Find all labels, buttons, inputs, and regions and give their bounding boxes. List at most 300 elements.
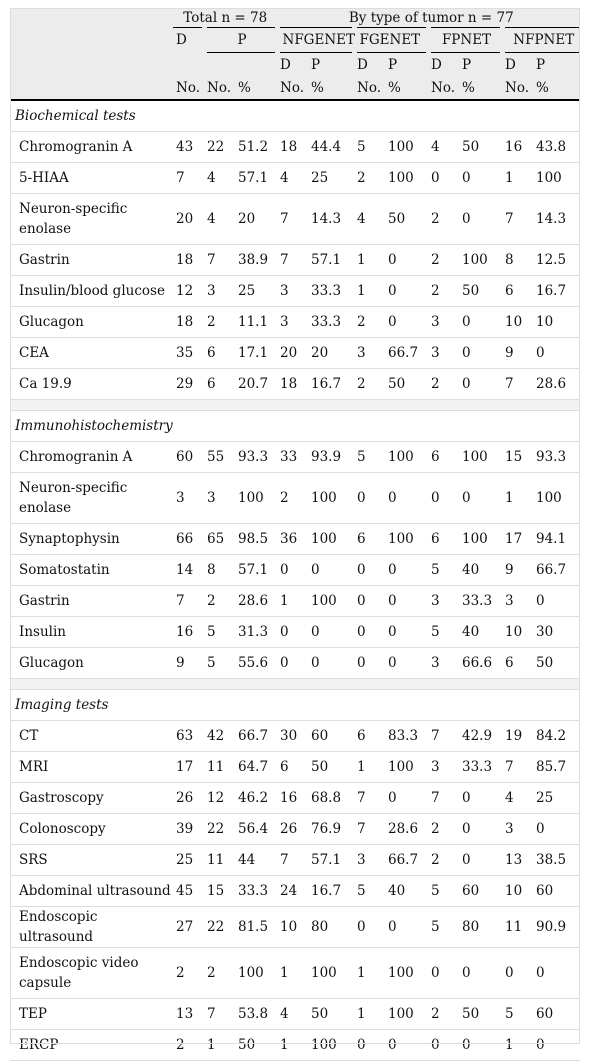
table-cell: 31.3 xyxy=(235,617,277,648)
table-cell: 0 xyxy=(354,648,385,679)
row-label: MRI xyxy=(10,752,173,783)
table-cell: 2 xyxy=(204,948,235,999)
table-cell: 20 xyxy=(173,194,204,245)
table-cell: 0 xyxy=(385,1030,428,1061)
sub-header: P xyxy=(308,53,354,77)
table-cell: 0 xyxy=(459,1030,502,1061)
table-cell: 38.9 xyxy=(235,245,277,276)
table-cell: 100 xyxy=(533,473,580,524)
table-cell: 16.7 xyxy=(308,876,354,907)
table-cell: 7 xyxy=(277,845,308,876)
table-cell: 3 xyxy=(502,814,533,845)
table-cell: 2 xyxy=(354,369,385,400)
table-cell: 4 xyxy=(277,163,308,194)
table-cell: 2 xyxy=(354,163,385,194)
table-cell: 3 xyxy=(354,338,385,369)
table-cell: 7 xyxy=(502,194,533,245)
table-cell: 0 xyxy=(385,245,428,276)
table-cell: 40 xyxy=(459,617,502,648)
table-cell: 3 xyxy=(428,307,459,338)
table-cell: 3 xyxy=(354,845,385,876)
table-cell: 10 xyxy=(502,876,533,907)
header-by-type: By type of tumor n = 77 xyxy=(277,8,580,28)
table-cell: 2 xyxy=(277,473,308,524)
table-row xyxy=(10,586,580,617)
table-cell: 4 xyxy=(502,783,533,814)
table-cell: 2 xyxy=(354,307,385,338)
row-label: Synaptophysin xyxy=(10,524,173,555)
table-cell: 0 xyxy=(385,617,428,648)
table-cell: 6 xyxy=(204,369,235,400)
table-cell: 3 xyxy=(277,276,308,307)
table-cell: 11.1 xyxy=(235,307,277,338)
table-cell: 55.6 xyxy=(235,648,277,679)
row-label: Abdominal ultrasound xyxy=(10,876,173,907)
table-cell: 6 xyxy=(428,442,459,473)
header-blank-2 xyxy=(173,53,204,77)
table-cell: 100 xyxy=(235,473,277,524)
section-title: Imaging tests xyxy=(10,690,580,721)
table-cell: 1 xyxy=(502,163,533,194)
table-cell: 50 xyxy=(308,999,354,1030)
header-group-nfgenet: NFGENET xyxy=(277,28,354,53)
table-cell: 38.5 xyxy=(533,845,580,876)
header-blank-4 xyxy=(235,53,277,77)
table-cell: 39 xyxy=(173,814,204,845)
table-cell: 4 xyxy=(277,999,308,1030)
table-cell: 100 xyxy=(385,442,428,473)
table-cell: 0 xyxy=(459,369,502,400)
table-cell: 57.1 xyxy=(308,845,354,876)
table-cell: 7 xyxy=(354,783,385,814)
table-cell: 100 xyxy=(385,948,428,999)
table-cell: 57.1 xyxy=(308,245,354,276)
row-label: Neuron-specific enolase xyxy=(10,194,173,245)
table-cell: 0 xyxy=(428,473,459,524)
section-title: Immunohistochemistry xyxy=(10,411,580,442)
table-cell: 50 xyxy=(459,276,502,307)
table-cell: 93.3 xyxy=(235,442,277,473)
table-cell: 2 xyxy=(204,586,235,617)
table-row xyxy=(10,876,580,907)
table-row xyxy=(10,814,580,845)
table-cell: 0 xyxy=(354,473,385,524)
unit-header: No. xyxy=(428,76,459,100)
table-cell: 0 xyxy=(385,555,428,586)
row-label: Insulin xyxy=(10,617,173,648)
header-empty xyxy=(10,28,173,53)
table-cell: 5 xyxy=(428,617,459,648)
table-cell: 22 xyxy=(204,814,235,845)
table-cell: 0 xyxy=(533,948,580,999)
row-label: Colonoscopy xyxy=(10,814,173,845)
table-cell: 6 xyxy=(502,648,533,679)
table-cell: 24 xyxy=(277,876,308,907)
table-cell: 64.7 xyxy=(235,752,277,783)
table-cell: 0 xyxy=(459,194,502,245)
table-cell: 25 xyxy=(235,276,277,307)
table-cell: 10 xyxy=(502,307,533,338)
table-cell: 14.3 xyxy=(308,194,354,245)
table-cell: 14.3 xyxy=(533,194,580,245)
table-cell: 50 xyxy=(459,999,502,1030)
table-cell: 5 xyxy=(354,132,385,163)
table-cell: 30 xyxy=(533,617,580,648)
table-cell: 90.9 xyxy=(533,907,580,948)
table-cell: 17.1 xyxy=(235,338,277,369)
table-cell: 0 xyxy=(385,307,428,338)
table-cell: 33.3 xyxy=(459,752,502,783)
table-cell: 20 xyxy=(308,338,354,369)
table-cell: 44 xyxy=(235,845,277,876)
table-row xyxy=(10,907,580,948)
table-cell: 100 xyxy=(235,948,277,999)
section-header xyxy=(10,411,580,442)
table-cell: 53.8 xyxy=(235,999,277,1030)
table-cell: 2 xyxy=(204,307,235,338)
table-cell: 33.3 xyxy=(308,307,354,338)
table-cell: 100 xyxy=(308,1030,354,1061)
table-cell: 10 xyxy=(533,307,580,338)
header-blank-1 xyxy=(10,53,173,77)
row-label: Glucagon xyxy=(10,307,173,338)
table-cell: 100 xyxy=(308,586,354,617)
unit-header: No. xyxy=(502,76,533,100)
table-cell: 42.9 xyxy=(459,721,502,752)
table-cell: 8 xyxy=(502,245,533,276)
table-cell: 0 xyxy=(385,473,428,524)
table-cell: 2 xyxy=(428,245,459,276)
table-cell: 4 xyxy=(354,194,385,245)
table-cell: 25 xyxy=(308,163,354,194)
table-cell: 1 xyxy=(354,999,385,1030)
table-cell: 22 xyxy=(204,132,235,163)
table-cell: 16 xyxy=(173,617,204,648)
table-cell: 46.2 xyxy=(235,783,277,814)
table-cell: 1 xyxy=(354,752,385,783)
table-row xyxy=(10,245,580,276)
table-cell: 15 xyxy=(204,876,235,907)
table-cell: 3 xyxy=(204,276,235,307)
table-cell: 100 xyxy=(459,245,502,276)
table-row xyxy=(10,307,580,338)
table-cell: 26 xyxy=(173,783,204,814)
row-label: Ca 19.9 xyxy=(10,369,173,400)
row-label: Neuron-specific enolase xyxy=(10,473,173,524)
unit-header: No. xyxy=(354,76,385,100)
table-cell: 7 xyxy=(204,245,235,276)
table-cell: 5 xyxy=(204,648,235,679)
unit-header: No. xyxy=(277,76,308,100)
table-cell: 0 xyxy=(459,338,502,369)
table-cell: 2 xyxy=(428,276,459,307)
table-row xyxy=(10,163,580,194)
unit-header: % xyxy=(533,76,580,100)
table-cell: 1 xyxy=(354,245,385,276)
table-cell: 100 xyxy=(385,163,428,194)
unit-header: No. xyxy=(204,76,235,100)
table-cell: 16 xyxy=(502,132,533,163)
table-cell: 0 xyxy=(385,648,428,679)
section-spacer xyxy=(10,400,580,411)
table-cell: 11 xyxy=(204,845,235,876)
table-cell: 0 xyxy=(459,473,502,524)
table-cell: 9 xyxy=(502,555,533,586)
table-cell: 57.1 xyxy=(235,555,277,586)
table-cell: 20 xyxy=(277,338,308,369)
table-cell: 5 xyxy=(428,555,459,586)
row-label: Gastrin xyxy=(10,245,173,276)
table-cell: 2 xyxy=(428,194,459,245)
table-cell: 3 xyxy=(277,307,308,338)
table-cell: 3 xyxy=(428,586,459,617)
table-cell: 28.6 xyxy=(533,369,580,400)
table-cell: 29 xyxy=(173,369,204,400)
table-cell: 7 xyxy=(502,369,533,400)
sub-header: P xyxy=(385,53,428,77)
table-cell: 18 xyxy=(277,132,308,163)
row-label: Gastroscopy xyxy=(10,783,173,814)
row-label: Gastrin xyxy=(10,586,173,617)
table-cell: 76.9 xyxy=(308,814,354,845)
table-cell: 0 xyxy=(459,307,502,338)
table-cell: 18 xyxy=(277,369,308,400)
row-label: Insulin/blood glucose xyxy=(10,276,173,307)
row-label: Chromogranin A xyxy=(10,442,173,473)
table-cell: 3 xyxy=(204,473,235,524)
table-cell: 12 xyxy=(173,276,204,307)
row-label: Somatostatin xyxy=(10,555,173,586)
table-cell: 12.5 xyxy=(533,245,580,276)
row-label: Endoscopic video capsule xyxy=(10,948,173,999)
table-row xyxy=(10,783,580,814)
table-cell: 1 xyxy=(354,948,385,999)
table-row xyxy=(10,648,580,679)
table-cell: 3 xyxy=(428,752,459,783)
header-group-fpnet: FPNET xyxy=(428,28,502,53)
table-cell: 40 xyxy=(459,555,502,586)
table-cell: 85.7 xyxy=(533,752,580,783)
header-total: Total n = 78 xyxy=(173,8,277,28)
table-cell: 81.5 xyxy=(235,907,277,948)
table-cell: 6 xyxy=(277,752,308,783)
table-cell: 1 xyxy=(204,1030,235,1061)
table-cell: 66.7 xyxy=(235,721,277,752)
table-cell: 10 xyxy=(502,617,533,648)
table-cell: 3 xyxy=(428,338,459,369)
table-cell: 5 xyxy=(428,876,459,907)
row-label: TEP xyxy=(10,999,173,1030)
table-cell: 0 xyxy=(385,586,428,617)
table-cell: 0 xyxy=(533,338,580,369)
table-row xyxy=(10,338,580,369)
table-cell: 6 xyxy=(354,721,385,752)
table-cell: 28.6 xyxy=(385,814,428,845)
table-cell: 0 xyxy=(459,814,502,845)
table-cell: 6 xyxy=(502,276,533,307)
header-p: P xyxy=(204,28,277,53)
table-cell: 18 xyxy=(173,307,204,338)
table-row xyxy=(10,617,580,648)
table-cell: 33 xyxy=(277,442,308,473)
table-cell: 0 xyxy=(385,276,428,307)
results-table xyxy=(10,8,580,1061)
table-row xyxy=(10,369,580,400)
table-cell: 28.6 xyxy=(235,586,277,617)
table-cell: 22 xyxy=(204,907,235,948)
table-cell: 2 xyxy=(173,948,204,999)
table-cell: 50 xyxy=(385,194,428,245)
table-cell: 14 xyxy=(173,555,204,586)
table-cell: 5 xyxy=(502,999,533,1030)
table-cell: 0 xyxy=(502,948,533,999)
table-cell: 9 xyxy=(502,338,533,369)
table-cell: 20.7 xyxy=(235,369,277,400)
table-cell: 5 xyxy=(354,876,385,907)
table-cell: 0 xyxy=(428,1030,459,1061)
table-cell: 0 xyxy=(385,907,428,948)
table-cell: 6 xyxy=(354,524,385,555)
row-label: CT xyxy=(10,721,173,752)
table-cell: 50 xyxy=(235,1030,277,1061)
table-cell: 55 xyxy=(204,442,235,473)
table-cell: 33.3 xyxy=(235,876,277,907)
table-cell: 0 xyxy=(385,783,428,814)
table-cell: 1 xyxy=(277,586,308,617)
table-row xyxy=(10,948,580,999)
row-label: ERCP xyxy=(10,1030,173,1061)
table-cell: 7 xyxy=(204,999,235,1030)
table-cell: 98.5 xyxy=(235,524,277,555)
table-cell: 60 xyxy=(459,876,502,907)
table-cell: 17 xyxy=(173,752,204,783)
table-cell: 42 xyxy=(204,721,235,752)
unit-header: No. xyxy=(173,76,204,100)
table-cell: 0 xyxy=(308,648,354,679)
table-cell: 0 xyxy=(354,555,385,586)
table-cell: 13 xyxy=(502,845,533,876)
table-header xyxy=(10,8,580,100)
table-row xyxy=(10,752,580,783)
table-cell: 84.2 xyxy=(533,721,580,752)
table-cell: 13 xyxy=(173,999,204,1030)
table-container xyxy=(10,8,580,1053)
table-cell: 0 xyxy=(277,555,308,586)
table-cell: 60 xyxy=(533,876,580,907)
table-row xyxy=(10,194,580,245)
table-cell: 68.8 xyxy=(308,783,354,814)
section-title: Biochemical tests xyxy=(10,100,580,132)
table-cell: 57.1 xyxy=(235,163,277,194)
table-cell: 60 xyxy=(533,999,580,1030)
table-cell: 66 xyxy=(173,524,204,555)
table-cell: 80 xyxy=(459,907,502,948)
unit-header: % xyxy=(385,76,428,100)
table-row xyxy=(10,721,580,752)
table-cell: 2 xyxy=(428,845,459,876)
table-cell: 0 xyxy=(354,617,385,648)
table-cell: 100 xyxy=(308,948,354,999)
table-cell: 11 xyxy=(204,752,235,783)
table-cell: 7 xyxy=(277,194,308,245)
header-d: D xyxy=(173,28,204,53)
table-cell: 0 xyxy=(459,948,502,999)
table-cell: 65 xyxy=(204,524,235,555)
table-cell: 0 xyxy=(428,163,459,194)
table-cell: 8 xyxy=(204,555,235,586)
table-cell: 50 xyxy=(385,369,428,400)
table-cell: 12 xyxy=(204,783,235,814)
table-row xyxy=(10,845,580,876)
table-cell: 50 xyxy=(308,752,354,783)
table-cell: 0 xyxy=(308,617,354,648)
row-label: 5-HIAA xyxy=(10,163,173,194)
table-cell: 16 xyxy=(277,783,308,814)
table-cell: 6 xyxy=(428,524,459,555)
table-cell: 83.3 xyxy=(385,721,428,752)
table-cell: 0 xyxy=(533,814,580,845)
table-cell: 27 xyxy=(173,907,204,948)
header-group-nfpnet: NFPNET xyxy=(502,28,580,53)
table-cell: 16.7 xyxy=(533,276,580,307)
table-cell: 25 xyxy=(173,845,204,876)
table-cell: 1 xyxy=(277,948,308,999)
table-cell: 26 xyxy=(277,814,308,845)
table-cell: 33.3 xyxy=(308,276,354,307)
table-cell: 43 xyxy=(173,132,204,163)
table-cell: 17 xyxy=(502,524,533,555)
table-cell: 3 xyxy=(173,473,204,524)
table-row xyxy=(10,473,580,524)
table-cell: 19 xyxy=(502,721,533,752)
table-cell: 7 xyxy=(428,783,459,814)
row-label: Glucagon xyxy=(10,648,173,679)
table-cell: 66.7 xyxy=(385,845,428,876)
sub-header: P xyxy=(459,53,502,77)
table-cell: 50 xyxy=(533,648,580,679)
table-cell: 0 xyxy=(533,1030,580,1061)
table-cell: 45 xyxy=(173,876,204,907)
table-cell: 9 xyxy=(173,648,204,679)
table-cell: 25 xyxy=(533,783,580,814)
sub-header: P xyxy=(533,53,580,77)
table-cell: 3 xyxy=(502,586,533,617)
row-label: Endoscopic ultrasound xyxy=(10,907,173,948)
table-cell: 36 xyxy=(277,524,308,555)
sub-header: D xyxy=(277,53,308,77)
table-cell: 7 xyxy=(277,245,308,276)
table-cell: 0 xyxy=(308,555,354,586)
table-cell: 100 xyxy=(385,132,428,163)
table-cell: 100 xyxy=(308,473,354,524)
table-cell: 35 xyxy=(173,338,204,369)
table-cell: 7 xyxy=(428,721,459,752)
table-cell: 0 xyxy=(354,907,385,948)
table-cell: 4 xyxy=(428,132,459,163)
section-header xyxy=(10,100,580,132)
table-cell: 2 xyxy=(428,369,459,400)
section-spacer xyxy=(10,679,580,690)
sub-header: D xyxy=(502,53,533,77)
table-cell: 93.3 xyxy=(533,442,580,473)
table-cell: 4 xyxy=(204,163,235,194)
table-cell: 16.7 xyxy=(308,369,354,400)
table-cell: 93.9 xyxy=(308,442,354,473)
header-blank-5 xyxy=(10,76,173,100)
table-cell: 40 xyxy=(385,876,428,907)
table-cell: 2 xyxy=(428,999,459,1030)
sub-header: D xyxy=(354,53,385,77)
